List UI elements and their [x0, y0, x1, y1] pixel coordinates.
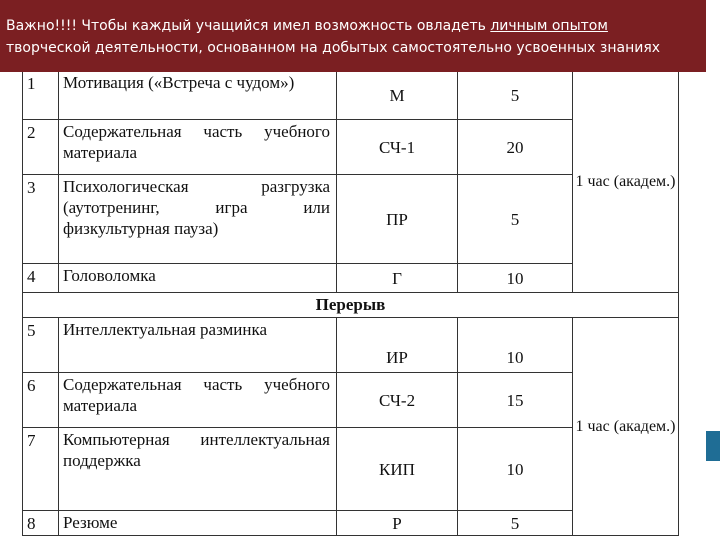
row-number: 4 [23, 264, 59, 293]
row-number: 7 [23, 428, 59, 511]
duration-first-hour: 1 час (академ.) [573, 71, 679, 293]
stage-minutes: 10 [458, 428, 573, 511]
stage-name: Головоломка [59, 264, 337, 293]
banner-line-1-text: Важно!!!! Чтобы каждый учащийся имел возможность овладеть [6, 18, 491, 34]
banner-line-2: творческой деятельности, основанном на добытых самостоятельно усвоенных знаниях [6, 40, 661, 56]
row-number: 1 [23, 71, 59, 120]
important-note-banner [0, 0, 706, 72]
stage-name: Интеллектуальная разминка [59, 318, 337, 373]
table-row [23, 318, 679, 373]
stage-name: Мотивация («Встреча с чудом») [59, 71, 337, 120]
row-number: 8 [23, 511, 59, 536]
stage-minutes: 15 [458, 373, 573, 428]
stage-code: ИР [337, 318, 458, 373]
stage-code: СЧ-1 [337, 120, 458, 175]
row-number: 5 [23, 318, 59, 373]
stage-name: Резюме [59, 511, 337, 536]
stage-minutes: 20 [458, 120, 573, 175]
stage-minutes: 10 [458, 264, 573, 293]
stage-name: Содержательная часть учебного материала [59, 120, 337, 175]
stage-code: Р [337, 511, 458, 536]
lesson-structure-table [22, 70, 679, 536]
lesson-structure-table-wrap [22, 70, 679, 533]
duration-second-hour: 1 час (академ.) [573, 318, 679, 536]
stage-code: КИП [337, 428, 458, 511]
stage-code: ПР [337, 175, 458, 264]
stage-minutes: 5 [458, 511, 573, 536]
row-number: 3 [23, 175, 59, 264]
break-label: Перерыв [23, 293, 679, 318]
stage-name: Психологическая разгрузка (аутотренинг, игра или физкультурная пауза) [59, 175, 337, 264]
stage-code: СЧ-2 [337, 373, 458, 428]
stage-name: Компьютерная интеллектуальная поддержка [59, 428, 337, 511]
table-row [23, 71, 679, 120]
row-number: 6 [23, 373, 59, 428]
stage-minutes: 5 [458, 71, 573, 120]
banner-underlined-text: личным опытом [490, 18, 608, 34]
row-number: 2 [23, 120, 59, 175]
banner-line-1 [6, 15, 706, 37]
stage-code: М [337, 71, 458, 120]
stage-minutes: 10 [458, 318, 573, 373]
accent-bar [706, 431, 720, 461]
stage-code: Г [337, 264, 458, 293]
stage-name: Содержательная часть учебного материала [59, 373, 337, 428]
break-row [23, 293, 679, 318]
stage-minutes: 5 [458, 175, 573, 264]
